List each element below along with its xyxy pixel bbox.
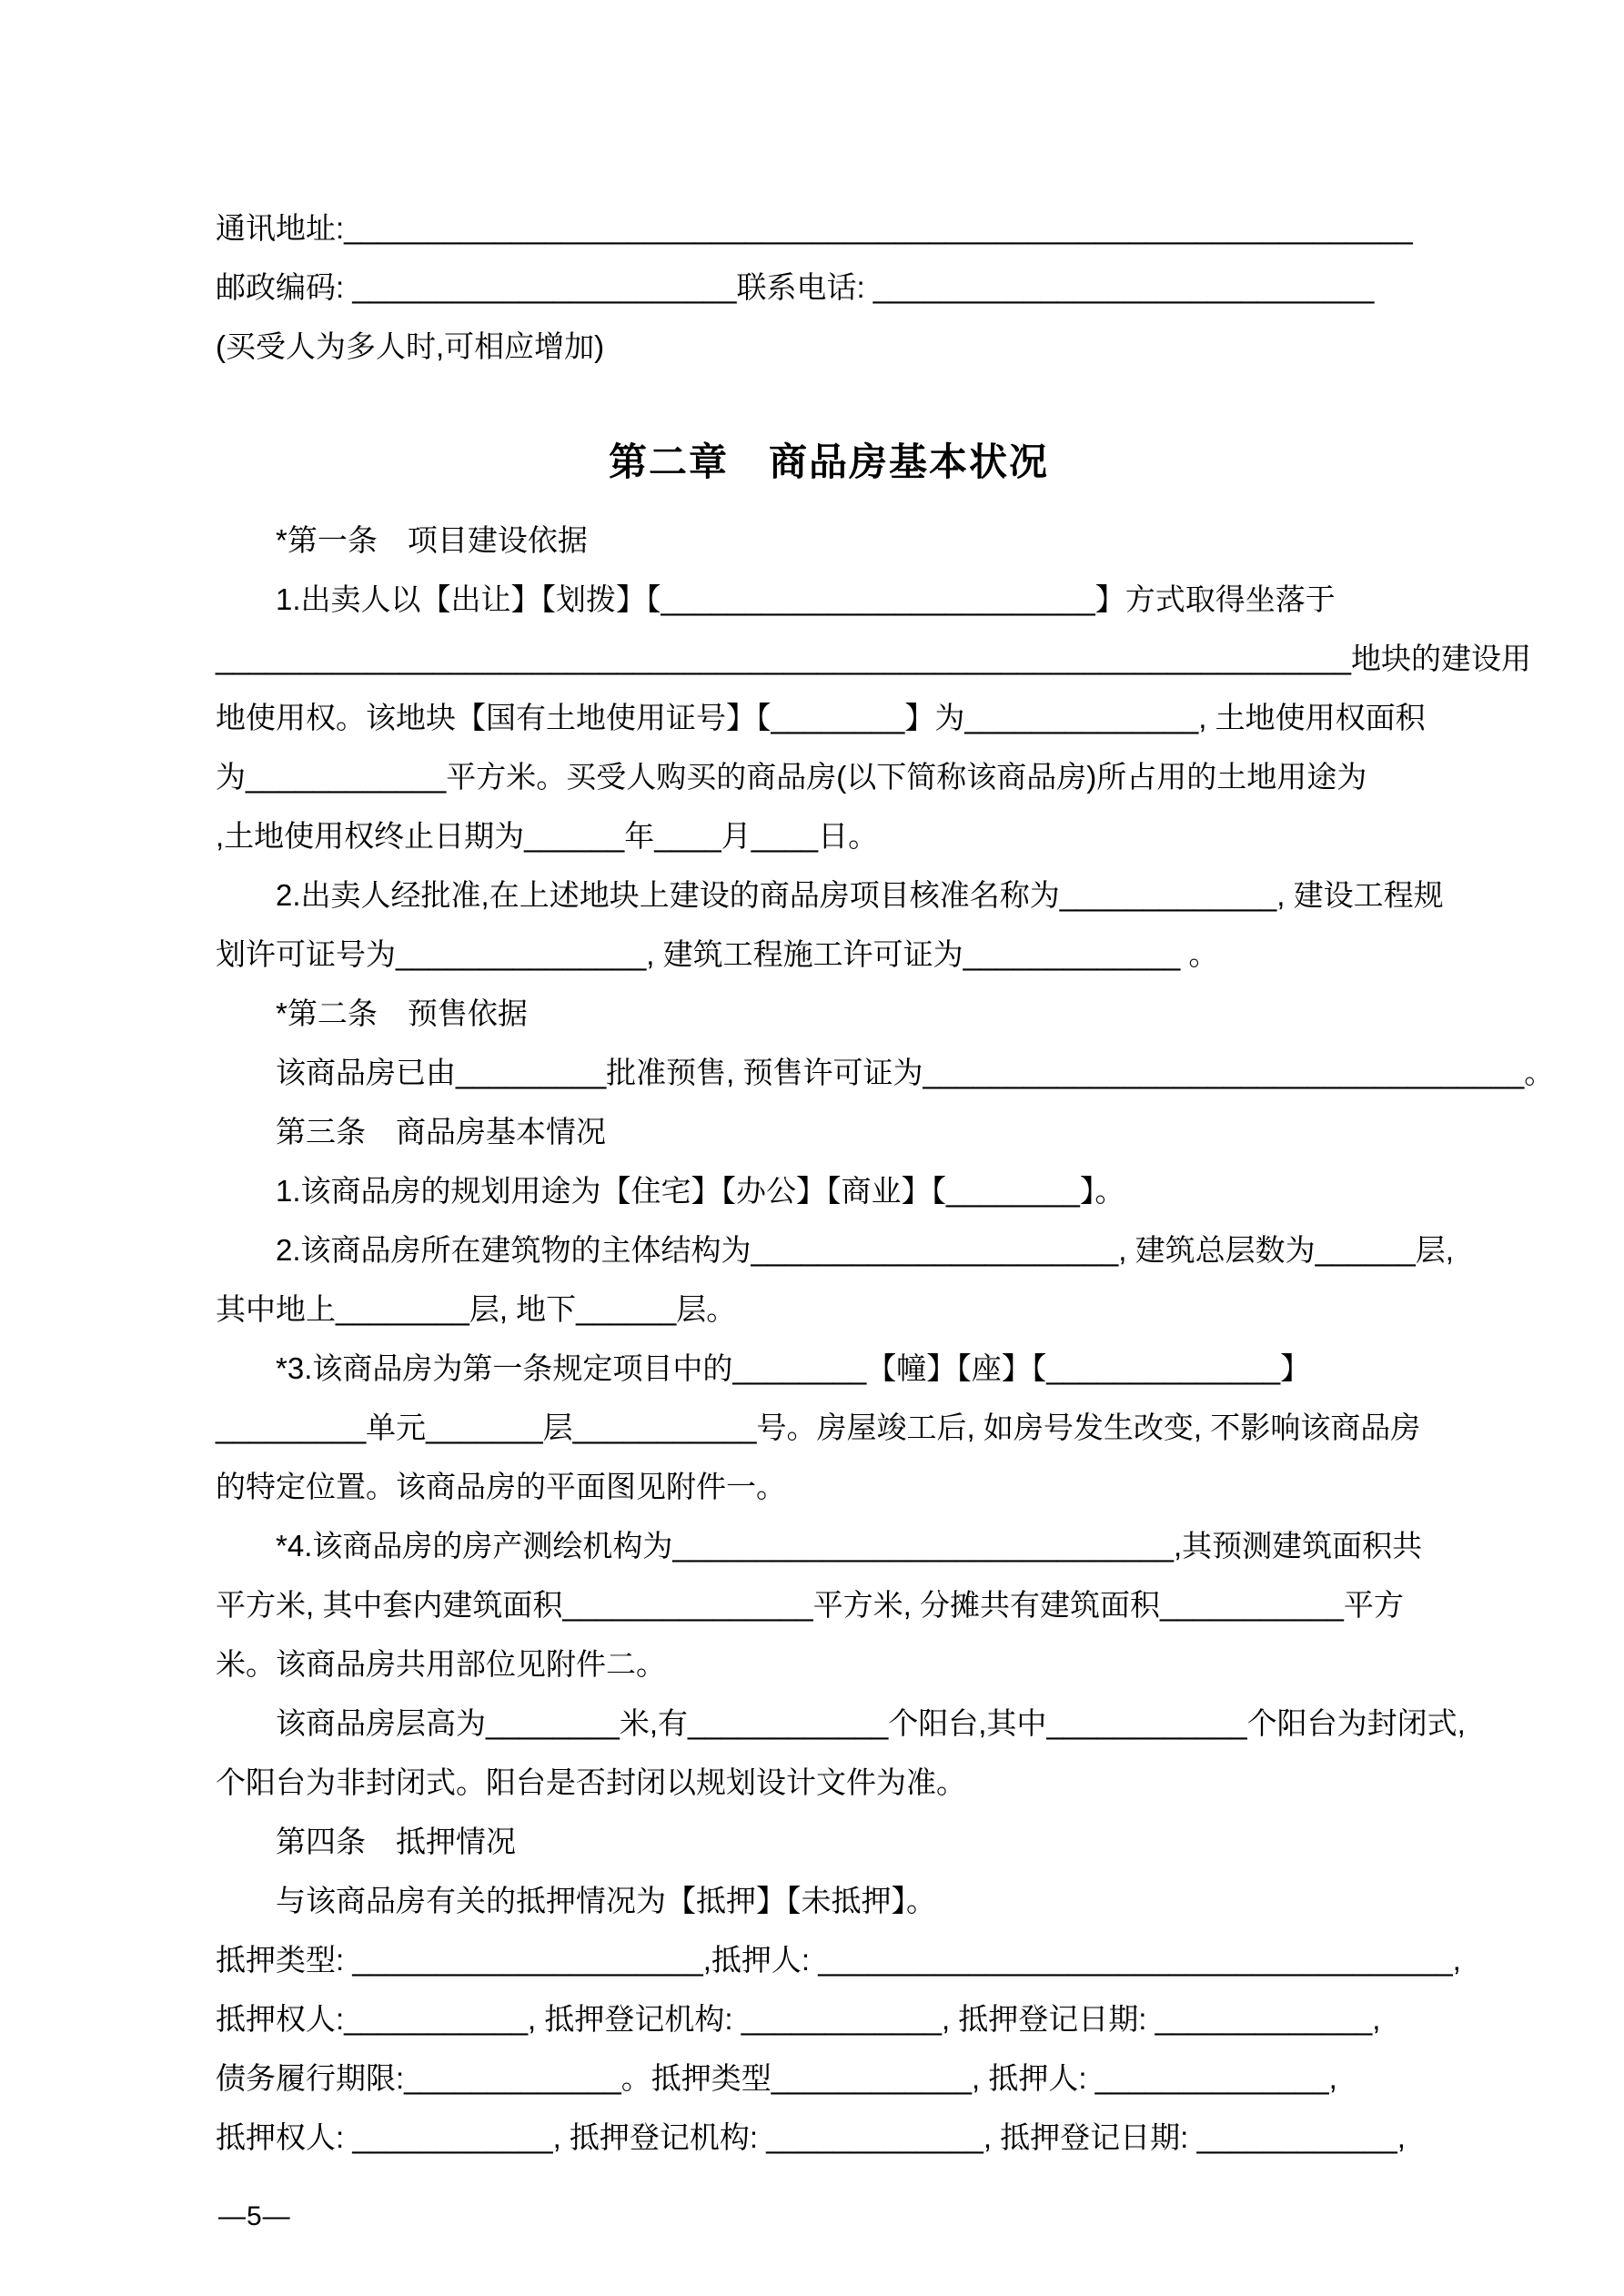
body-line: 的特定位置。该商品房的平面图见附件一。 <box>216 1470 786 1503</box>
document-content <box>216 198 1555 2167</box>
body-line: 米。该商品房共用部位见附件二。 <box>216 1647 666 1681</box>
body-line: 2.该商品房所在建筑物的主体结构为______________________, 建筑总层数为______层, <box>276 1233 1454 1267</box>
body-line: *3.该商品房为第一条规定项目中的________【幢】【座】【______________】 <box>276 1351 1311 1385</box>
body-line: 为____________平方米。买受人购买的商品房(以下简称该商品房)所占用的土地用途为 <box>216 760 1367 794</box>
body-line: 债务履行期限:_____________。抵押类型____________, 抵押人: ______________, <box>216 2061 1337 2095</box>
body-line: ,土地使用权终止日期为______年____月____日。 <box>216 819 879 853</box>
body-line: 平方米, 其中套内建筑面积_______________平方米, 分摊共有建筑面积___________平方 <box>216 1588 1404 1622</box>
article-1-heading: *第一条 项目建设依据 <box>276 523 588 557</box>
body-line: *4.该商品房的房产测绘机构为______________________________,其预测建筑面积共 <box>276 1529 1423 1563</box>
multiple-buyers-note: (买受人为多人时,可相应增加) <box>216 329 605 363</box>
body-line: 该商品房层高为________米,有____________个阳台,其中____________个阳台为封闭式, <box>276 1706 1466 1740</box>
article-4-heading: 第四条 抵押情况 <box>276 1825 516 1858</box>
mailing-address-line: 通讯地址:________________________________________________________________ <box>216 211 1413 245</box>
body-line: 抵押权人:___________, 抵押登记机构: ____________, 抵押登记日期: _____________, <box>216 2002 1381 2036</box>
body-line: 个阳台为非封闭式。阳台是否封闭以规划设计文件为准。 <box>216 1765 966 1799</box>
body-line: 其中地上________层, 地下______层。 <box>216 1292 737 1326</box>
body-line: 抵押权人: ____________, 抵押登记机构: _____________, 抵押登记日期: ____________, <box>216 2120 1406 2154</box>
body-line: 1.该商品房的规划用途为【住宅】【办公】【商业】【________】。 <box>276 1174 1125 1208</box>
chapter-title: 第二章 商品房基本状况 <box>608 440 1049 483</box>
body-line: 1.出卖人以【出让】【划拨】【__________________________】方式取得坐落于 <box>276 582 1336 616</box>
body-line: 该商品房已由_________批准预售, 预售许可证为____________________________________。 <box>276 1056 1555 1089</box>
body-line: 2.出卖人经批准,在上述地块上建设的商品房项目核准名称为_____________, 建设工程规 <box>276 878 1444 912</box>
article-3-heading: 第三条 商品房基本情况 <box>276 1115 606 1148</box>
body-line: 与该商品房有关的抵押情况为【抵押】【未抵押】。 <box>276 1884 936 1917</box>
body-line: ____________________________________________________________________地块的建设用 <box>216 642 1532 675</box>
postal-code-phone-line: 邮政编码: _______________________联系电话: ______________________________ <box>216 270 1375 304</box>
article-2-heading: *第二条 预售依据 <box>276 996 528 1030</box>
body-line: _________单元_______层___________号。房屋竣工后, 如房号发生改变, 不影响该商品房 <box>216 1411 1421 1444</box>
page-number: —5— <box>218 2201 291 2231</box>
body-line: 地使用权。该地块【国有土地使用证号】【________】为______________, 土地使用权面积 <box>216 701 1426 734</box>
body-line: 抵押类型: _____________________,抵押人: ______________________________________, <box>216 1943 1461 1977</box>
body-line: 划许可证号为_______________, 建筑工程施工许可证为_____________ 。 <box>216 937 1219 971</box>
